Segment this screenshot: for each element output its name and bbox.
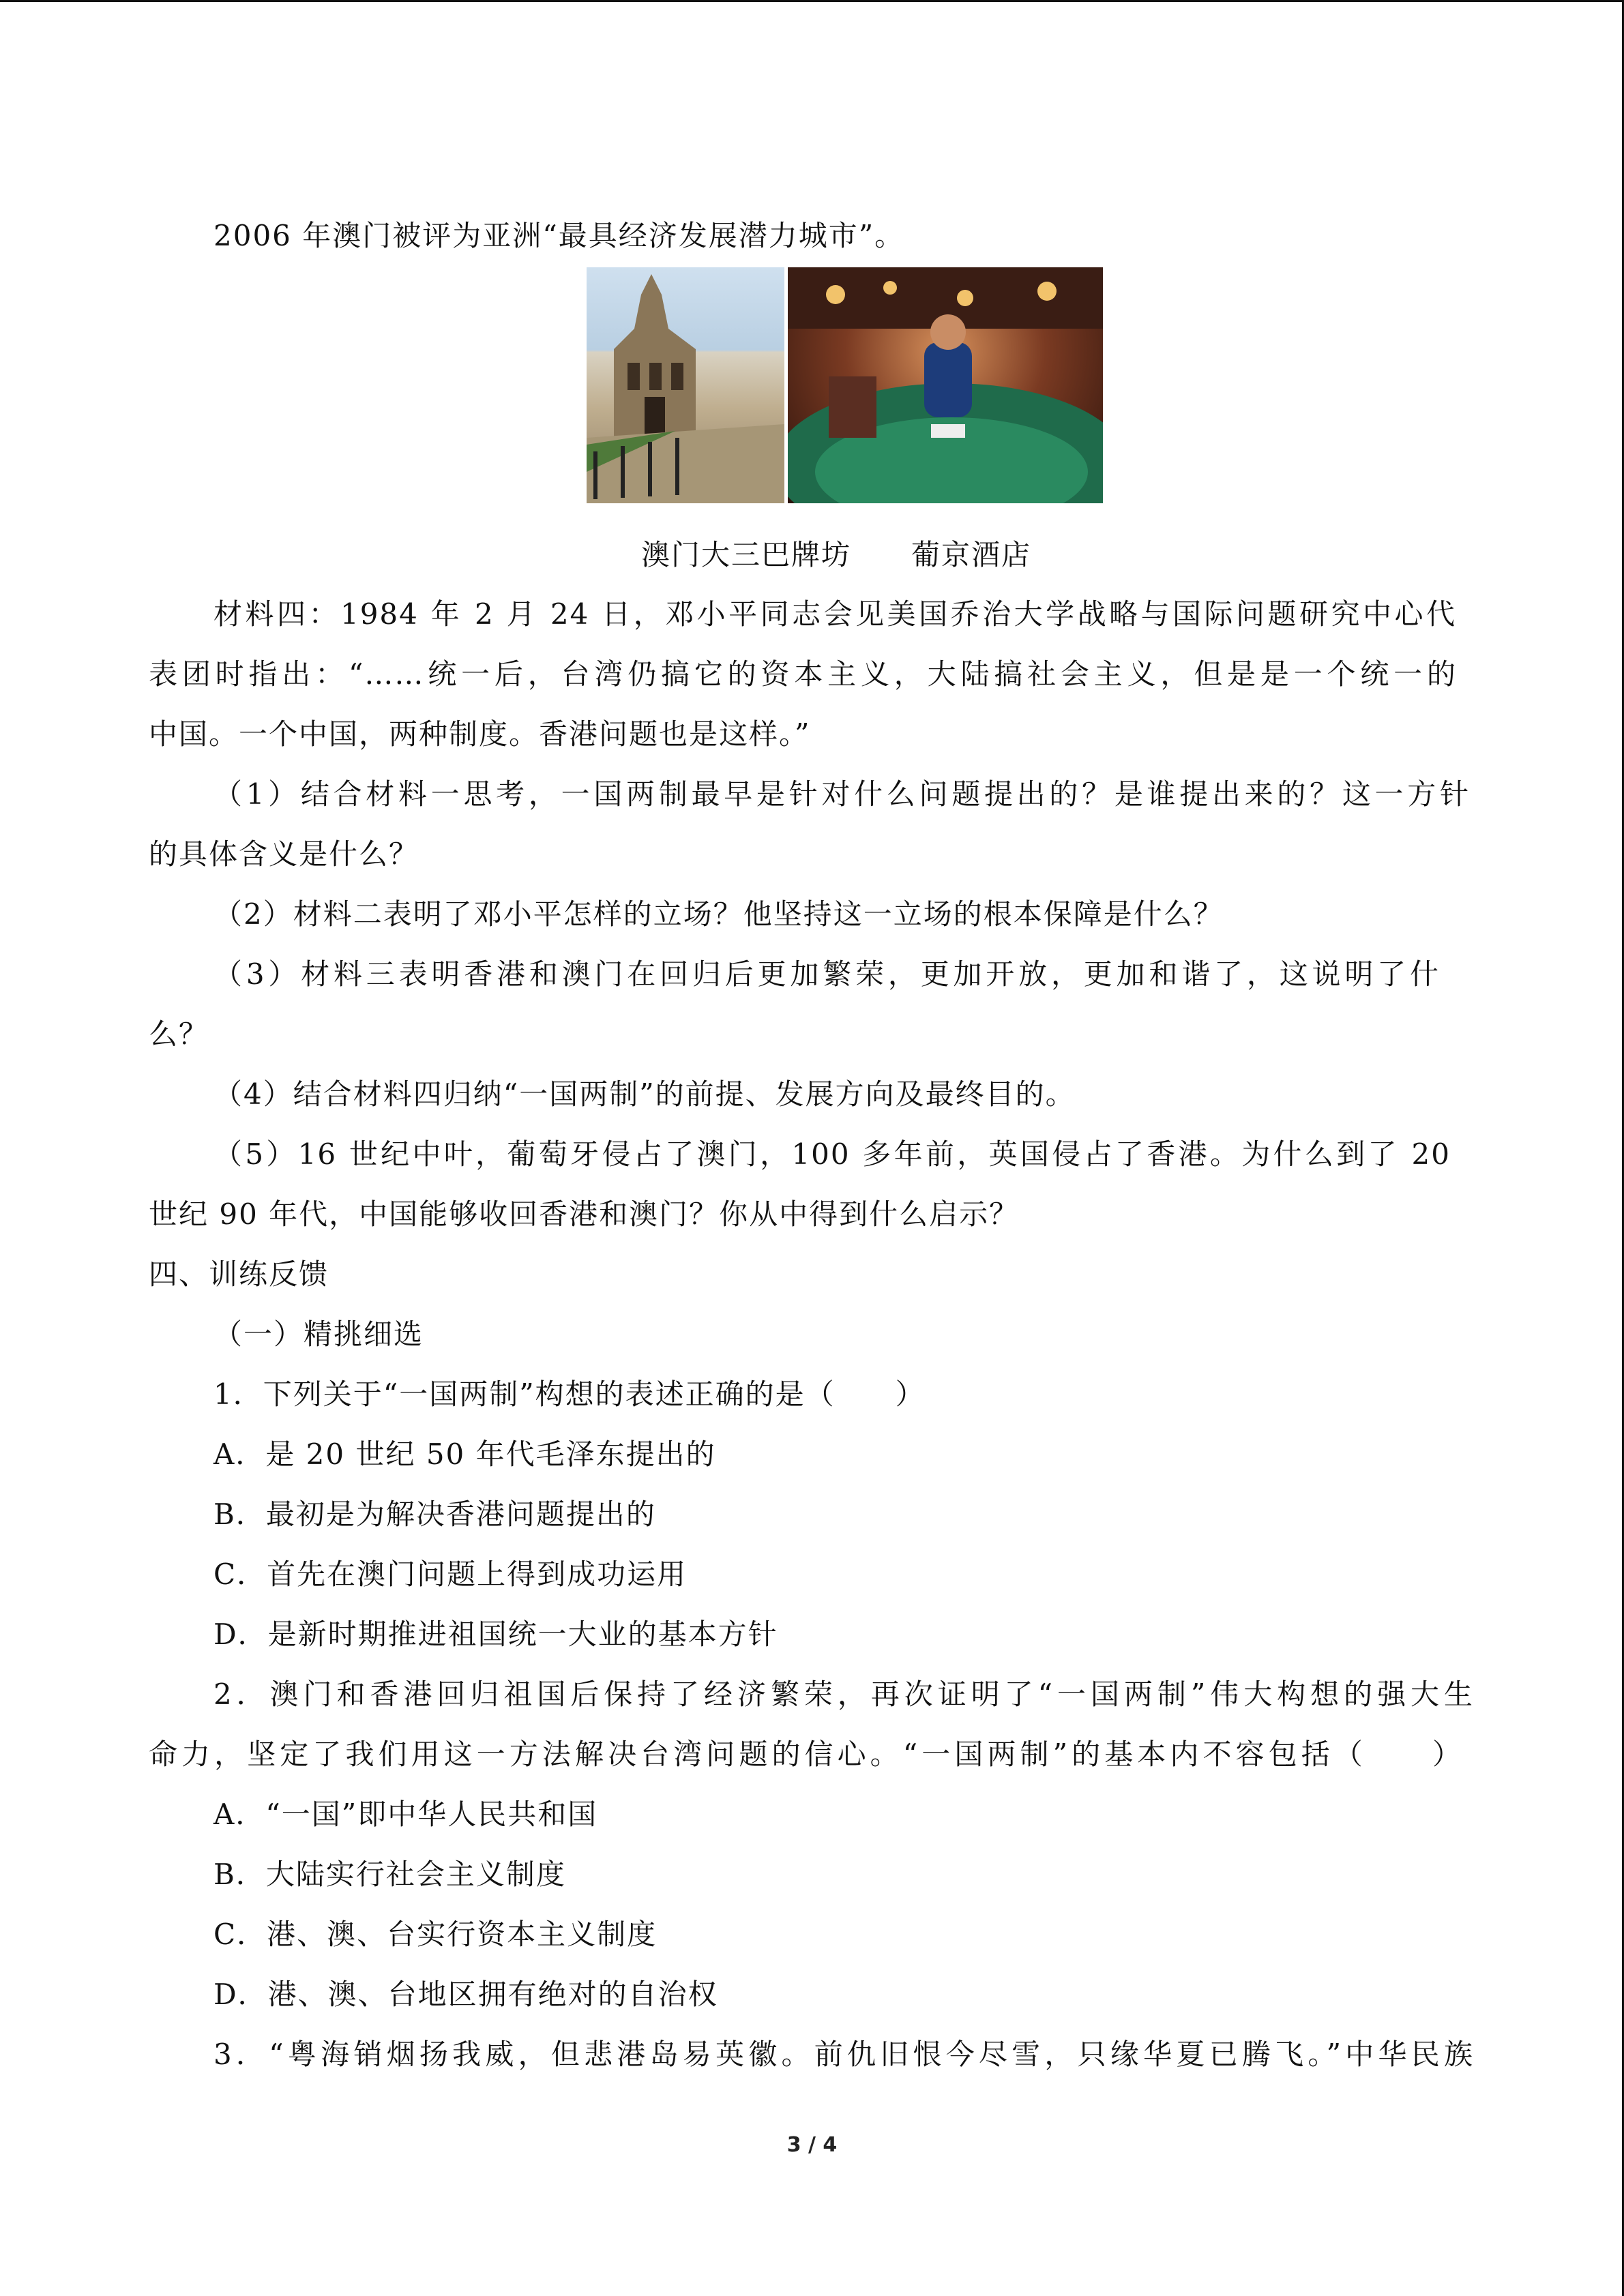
material-four-line: 材料四：1984 年 2 月 24 日，邓小平同志会见美国乔治大学战略与国际问题研究中心代 xyxy=(213,597,1456,631)
subsection-heading: （一）精挑细选 xyxy=(213,1317,424,1351)
question-2-line: （2）材料二表明了邓小平怎样的立场？他坚持这一立场的根本保障是什么？ xyxy=(213,897,1224,931)
mcq-2-option-c: C．港、澳、台实行资本主义制度 xyxy=(213,1918,658,1951)
intro-line: 2006 年澳门被评为亚洲“最具经济发展潜力城市”。 xyxy=(213,219,905,252)
mcq-2-option-a: A．“一国”即中华人民共和国 xyxy=(213,1798,598,1831)
mcq-1-option-d: D．是新时期推进祖国统一大业的基本方针 xyxy=(213,1617,778,1651)
question-3-line: （3）材料三表明香港和澳门在回归后更加繁荣，更加开放，更加和谐了，这说明了什 xyxy=(213,957,1440,991)
mcq-1-option-a: A．是 20 世纪 50 年代毛泽东提出的 xyxy=(213,1437,716,1471)
mcq-1-option-b: B．最初是为解决香港问题提出的 xyxy=(213,1497,656,1531)
mcq-1-option-c: C．首先在澳门问题上得到成功运用 xyxy=(213,1557,688,1591)
material-four-line: 中国。一个中国，两种制度。香港问题也是这样。” xyxy=(149,717,811,751)
mcq-3-stem: 3．“粤海销烟扬我威，但悲港岛易英徽。前仇旧恨今尽雪，只缘华夏已腾飞。”中华民族 xyxy=(213,2038,1474,2071)
lisboa-hotel-photo xyxy=(788,267,1103,503)
question-5-line: 世纪 90 年代，中国能够收回香港和澳门？你从中得到什么启示？ xyxy=(149,1197,1020,1231)
material-four-line: 表团时指出：“……统一后，台湾仍搞它的资本主义，大陆搞社会主义，但是是一个统一的 xyxy=(149,657,1457,691)
question-4-line: （4）结合材料四归纳“一国两制”的前提、发展方向及最终目的。 xyxy=(213,1077,1076,1111)
photo-caption: 澳门大三巴牌坊 葡京酒店 xyxy=(641,538,1032,571)
question-5-line: （5）16 世纪中叶，葡萄牙侵占了澳门，100 多年前，英国侵占了香港。为什么到了 20 xyxy=(213,1137,1451,1171)
question-1-line: 的具体含义是什么？ xyxy=(149,837,419,871)
mcq-2-stem: 命力，坚定了我们用这一方法解决台湾问题的信心。“一国两制”的基本内不容包括（ ） xyxy=(149,1738,1462,1771)
section-heading: 四、训练反馈 xyxy=(149,1257,329,1291)
ruins-of-st-paul-photo xyxy=(587,267,784,503)
mcq-1-stem: 1．下列关于“一国两制”构想的表述正确的是（ ） xyxy=(213,1377,926,1411)
mcq-2-stem: 2．澳门和香港回归祖国后保持了经济繁荣，再次证明了“一国两制”伟大构想的强大生 xyxy=(213,1678,1474,1711)
question-1-line: （1）结合材料一思考，一国两制最早是针对什么问题提出的？是谁提出来的？这一方针 xyxy=(213,777,1470,811)
page-number: 3 / 4 xyxy=(786,2133,838,2157)
question-3-line: 么？ xyxy=(149,1017,209,1051)
page-border-top xyxy=(0,0,1624,2)
mcq-2-option-b: B．大陆实行社会主义制度 xyxy=(213,1858,566,1891)
mcq-2-option-d: D．港、澳、台地区拥有绝对的自治权 xyxy=(213,1978,718,2011)
